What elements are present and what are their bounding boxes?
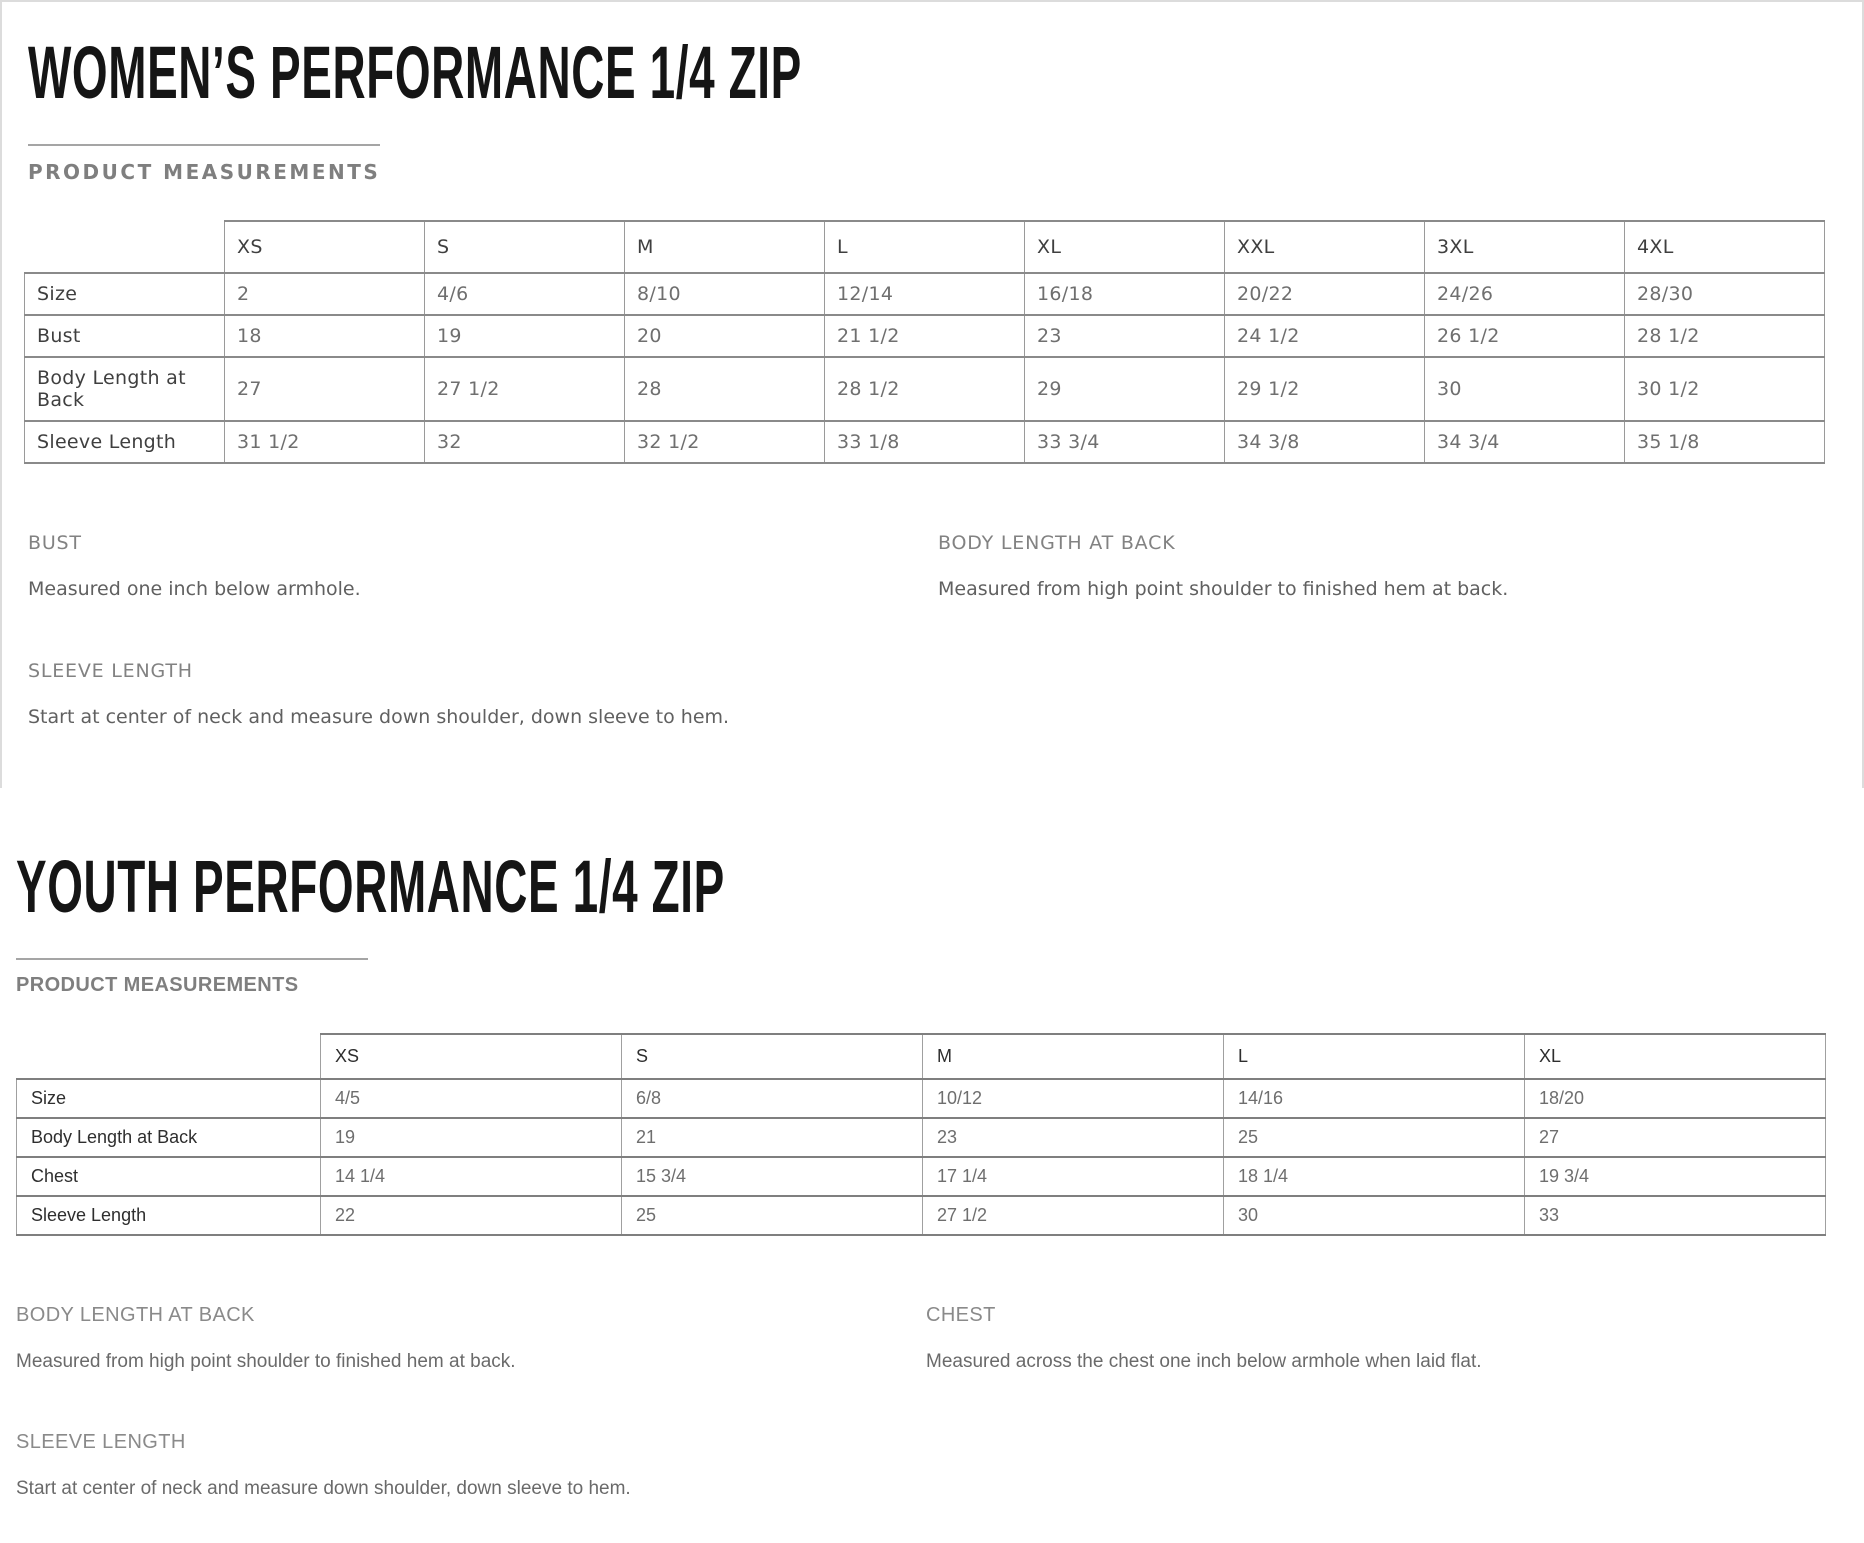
row-label: Sleeve Length: [17, 1196, 321, 1235]
note-chest: [926, 1304, 1864, 1381]
cell: 4/5: [321, 1079, 622, 1118]
table-row-chest: [17, 1157, 1826, 1196]
table-row-bust: [25, 315, 1825, 357]
cell: 31 1/2: [225, 421, 425, 463]
cell: 35 1/8: [1625, 421, 1825, 463]
cell: 21 1/2: [825, 315, 1025, 357]
note-text: Measured one inch below armhole.: [28, 578, 361, 600]
cell: 18: [225, 315, 425, 357]
row-label: Body Length at Back: [25, 357, 225, 421]
note-heading: BODY LENGTH AT BACK: [16, 1304, 255, 1326]
divider-line: [16, 958, 368, 960]
womens-product-measurements-heading: PRODUCT MEASUREMENTS: [28, 160, 381, 184]
col-header-3xl: 3XL: [1425, 221, 1625, 273]
note-text: Measured across the chest one inch below armhole when laid flat.: [926, 1351, 1482, 1372]
cell: 18/20: [1525, 1079, 1826, 1118]
cell: 34 3/8: [1225, 421, 1425, 463]
cell: 19: [321, 1118, 622, 1157]
cell: 17 1/4: [923, 1157, 1224, 1196]
cell: 28 1/2: [825, 357, 1025, 421]
header-row: [17, 1034, 1826, 1079]
col-header-xl: XL: [1525, 1034, 1826, 1079]
row-label: Bust: [25, 315, 225, 357]
note-heading: BUST: [28, 532, 82, 554]
womens-title: WOMEN’S PERFORMANCE 1/4 ZIP: [28, 31, 802, 114]
note-text: Measured from high point shoulder to finished hem at back.: [938, 578, 1509, 600]
divider-line: [28, 144, 380, 146]
cell: 6/8: [622, 1079, 923, 1118]
col-header-xs: XS: [225, 221, 425, 273]
cell: 24 1/2: [1225, 315, 1425, 357]
note-sleeve-length: [28, 660, 918, 738]
youth-title: YOUTH PERFORMANCE 1/4 ZIP: [16, 845, 725, 928]
note-heading: SLEEVE LENGTH: [16, 1431, 186, 1453]
table-row-size: [17, 1079, 1826, 1118]
col-header-s: S: [425, 221, 625, 273]
cell: 2: [225, 273, 425, 315]
youth-size-chart-section: [0, 788, 1864, 1508]
header-row: [25, 221, 1825, 273]
cell: 30 1/2: [1625, 357, 1825, 421]
cell: 19 3/4: [1525, 1157, 1826, 1196]
note-bust: [28, 532, 918, 610]
col-header-s: S: [622, 1034, 923, 1079]
row-label: Size: [17, 1079, 321, 1118]
cell: 33: [1525, 1196, 1826, 1235]
cell: 14 1/4: [321, 1157, 622, 1196]
youth-product-measurements-heading: PRODUCT MEASUREMENTS: [16, 974, 299, 996]
note-heading: BODY LENGTH AT BACK: [938, 532, 1176, 554]
blank-header-cell: [17, 1034, 321, 1079]
col-header-4xl: 4XL: [1625, 221, 1825, 273]
cell: 25: [1224, 1118, 1525, 1157]
col-header-xs: XS: [321, 1034, 622, 1079]
note-text: Measured from high point shoulder to finished hem at back.: [16, 1351, 516, 1372]
row-label: Chest: [17, 1157, 321, 1196]
cell: 19: [425, 315, 625, 357]
cell: 26 1/2: [1425, 315, 1625, 357]
row-label: Size: [25, 273, 225, 315]
table-row-sleeve-length: [25, 421, 1825, 463]
col-header-l: L: [825, 221, 1025, 273]
cell: 33 1/8: [825, 421, 1025, 463]
table-row-body-length: [25, 357, 1825, 421]
cell: 8/10: [625, 273, 825, 315]
note-body-length: [938, 532, 1862, 610]
cell: 21: [622, 1118, 923, 1157]
cell: 16/18: [1025, 273, 1225, 315]
cell: 28 1/2: [1625, 315, 1825, 357]
row-label: Body Length at Back: [17, 1118, 321, 1157]
col-header-m: M: [923, 1034, 1224, 1079]
cell: 27 1/2: [923, 1196, 1224, 1235]
cell: 32: [425, 421, 625, 463]
note-heading: CHEST: [926, 1304, 996, 1326]
cell: 24/26: [1425, 273, 1625, 315]
cell: 30: [1425, 357, 1625, 421]
note-text: Start at center of neck and measure down shoulder, down sleeve to hem.: [16, 1478, 631, 1499]
col-header-m: M: [625, 221, 825, 273]
blank-header-cell: [25, 221, 225, 273]
cell: 28: [625, 357, 825, 421]
cell: 14/16: [1224, 1079, 1525, 1118]
youth-measurements-table: [16, 1033, 1826, 1236]
cell: 30: [1224, 1196, 1525, 1235]
cell: 27: [1525, 1118, 1826, 1157]
cell: 23: [923, 1118, 1224, 1157]
cell: 25: [622, 1196, 923, 1235]
womens-measurements-table: [24, 220, 1825, 464]
cell: 29: [1025, 357, 1225, 421]
table-row-size: [25, 273, 1825, 315]
col-header-l: L: [1224, 1034, 1525, 1079]
cell: 20/22: [1225, 273, 1425, 315]
cell: 29 1/2: [1225, 357, 1425, 421]
cell: 22: [321, 1196, 622, 1235]
note-text: Start at center of neck and measure down shoulder, down sleeve to hem.: [28, 705, 730, 728]
cell: 32 1/2: [625, 421, 825, 463]
table-row-sleeve-length: [17, 1196, 1826, 1235]
col-header-xl: XL: [1025, 221, 1225, 273]
cell: 27 1/2: [425, 357, 625, 421]
row-label: Sleeve Length: [25, 421, 225, 463]
cell: 18 1/4: [1224, 1157, 1525, 1196]
cell: 20: [625, 315, 825, 357]
cell: 27: [225, 357, 425, 421]
cell: 4/6: [425, 273, 625, 315]
cell: 10/12: [923, 1079, 1224, 1118]
note-heading: SLEEVE LENGTH: [28, 659, 193, 682]
cell: 15 3/4: [622, 1157, 923, 1196]
cell: 33 3/4: [1025, 421, 1225, 463]
col-header-xxl: XXL: [1225, 221, 1425, 273]
cell: 28/30: [1625, 273, 1825, 315]
note-sleeve-length: [16, 1431, 906, 1508]
cell: 23: [1025, 315, 1225, 357]
cell: 34 3/4: [1425, 421, 1625, 463]
cell: 12/14: [825, 273, 1025, 315]
table-row-body-length: [17, 1118, 1826, 1157]
note-body-length: [16, 1304, 906, 1381]
